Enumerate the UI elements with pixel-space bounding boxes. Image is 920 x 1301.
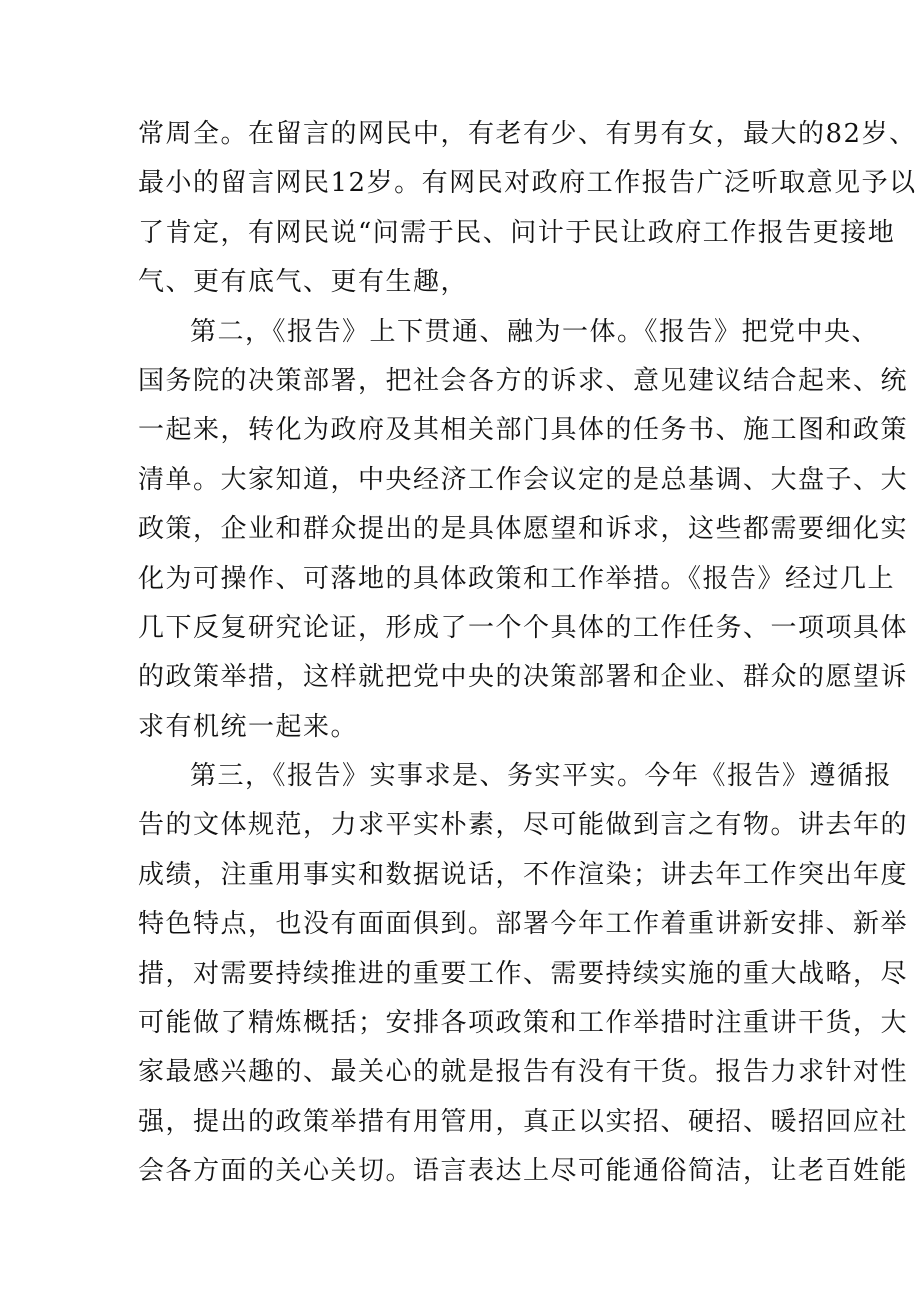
text-line: 一起来，转化为政府及其相关部门具体的任务书、施工图和政策 bbox=[138, 415, 909, 446]
text-line: 措，对需要持续推进的重要工作、需要持续实施的重大战略，尽 bbox=[138, 958, 909, 989]
body-text bbox=[138, 110, 917, 1197]
text-line: 可能做了精炼概括；安排各项政策和工作举措时注重讲干货，大 bbox=[138, 1008, 909, 1039]
text-line: 清单。大家知道，中央经济工作会议定的是总基调、大盘子、大 bbox=[138, 464, 909, 495]
text-line: 告的文体规范，力求平实朴素，尽可能做到言之有物。讲去年的 bbox=[138, 810, 909, 841]
text-line: 气、更有底气、更有生趣， bbox=[138, 267, 469, 298]
text-line: 化为可操作、可落地的具体政策和工作举措。《报告》经过几上 bbox=[138, 563, 896, 594]
text-line: 强，提出的政策举措有用管用，真正以实招、硬招、暖招回应社 bbox=[138, 1106, 909, 1137]
text-line: 的政策举措，这样就把党中央的决策部署和企业、群众的愿望诉 bbox=[138, 662, 909, 693]
text-line: 家最感兴趣的、最关心的就是报告有没有干货。报告力求针对性 bbox=[138, 1057, 909, 1088]
text-line: 成绩，注重用事实和数据说话，不作渲染；讲去年工作突出年度 bbox=[138, 859, 909, 890]
text-line: 求有机统一起来。 bbox=[138, 711, 359, 742]
text-line: 常周全。在留言的网民中，有老有少、有男有女，最大的82岁、 bbox=[138, 119, 917, 149]
text-line: 最小的留言网民12岁。有网民对政府工作报告广泛听取意见予以 bbox=[138, 168, 917, 199]
text-line: 政策，企业和群众提出的是具体愿望和诉求，这些都需要细化实 bbox=[138, 514, 909, 545]
text-line: 国务院的决策部署，把社会各方的诉求、意见建议结合起来、统 bbox=[138, 365, 909, 396]
text-line: 了肯定，有网民说“问需于民、问计于民让政府工作报告更接地 bbox=[138, 217, 896, 248]
text-line: 几下反复研究论证，形成了一个个具体的工作任务、一项项具体 bbox=[138, 612, 909, 643]
paragraph-continued bbox=[138, 110, 917, 308]
text-line: 特色特点，也没有面面俱到。部署今年工作着重讲新安排、新举 bbox=[138, 909, 909, 940]
paragraph-third bbox=[138, 752, 909, 1197]
text-line: 第三，《报告》实事求是、务实平实。今年《报告》遵循报 bbox=[190, 761, 893, 792]
text-line: 第二，《报告》上下贯通、融为一体。《报告》把党中央、 bbox=[190, 316, 880, 347]
text-line: 会各方面的关心关切。语言表达上尽可能通俗简洁，让老百姓能 bbox=[138, 1156, 909, 1187]
paragraph-second bbox=[138, 308, 909, 753]
